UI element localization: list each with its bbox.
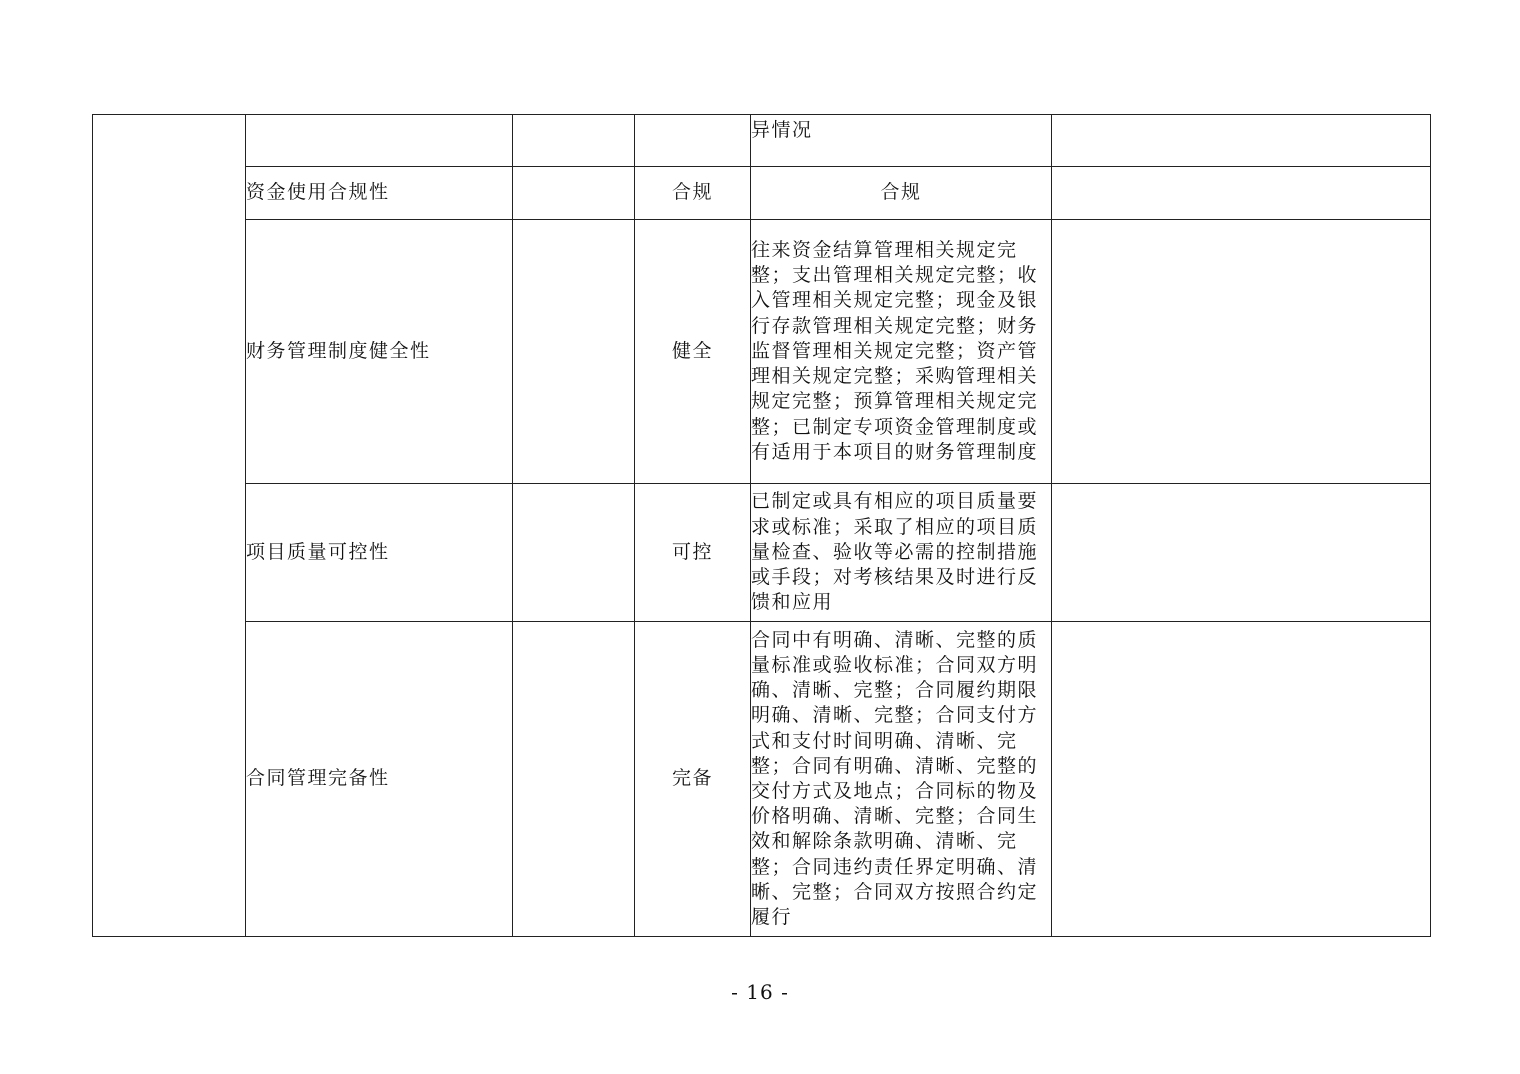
- standard-value: [635, 115, 751, 167]
- indicator-name: 资金使用合规性: [246, 167, 513, 220]
- remark-cell: [1052, 220, 1431, 484]
- remark-cell: [1052, 622, 1431, 937]
- remark-cell: [1052, 484, 1431, 622]
- table-row: [93, 220, 1431, 484]
- table-row: [93, 484, 1431, 622]
- weight-cell: [513, 220, 635, 484]
- weight-cell: [513, 115, 635, 167]
- indicator-description: 合同中有明确、清晰、完整的质量标准或验收标准；合同双方明确、清晰、完整；合同履约期限明确、清晰、完整；合同支付方式和支付时间明确、清晰、完整；合同有明确、清晰、完整的交付方式及地点；合同标的物及价格明确、清晰、完整；合同生效和解除条款明确、清晰、完整；合同违约责任界定明确、清晰、完整；合同双方按照合约定履行: [751, 622, 1052, 937]
- indicator-name: [246, 115, 513, 167]
- indicator-description: 往来资金结算管理相关规定完整；支出管理相关规定完整；收入管理相关规定完整；现金及银行存款管理相关规定完整；财务监督管理相关规定完整；资产管理相关规定完整；采购管理相关规定完整；预算管理相关规定完整；已制定专项资金管理制度或有适用于本项目的财务管理制度: [751, 220, 1052, 484]
- standard-value: 完备: [635, 622, 751, 937]
- table-row: [93, 167, 1431, 220]
- category-cell: [93, 115, 246, 937]
- page-number: - 16 -: [731, 980, 789, 1004]
- standard-value: 可控: [635, 484, 751, 622]
- remark-cell: [1052, 115, 1431, 167]
- indicator-description: 合规: [751, 167, 1052, 220]
- indicator-name: 项目质量可控性: [246, 484, 513, 622]
- indicator-description: 异情况: [751, 115, 1052, 167]
- indicator-table: [92, 114, 1431, 937]
- weight-cell: [513, 484, 635, 622]
- weight-cell: [513, 167, 635, 220]
- table-row: [93, 115, 1431, 167]
- weight-cell: [513, 622, 635, 937]
- remark-cell: [1052, 167, 1431, 220]
- standard-value: 健全: [635, 220, 751, 484]
- indicator-name: 合同管理完备性: [246, 622, 513, 937]
- table-row: [93, 622, 1431, 937]
- standard-value: 合规: [635, 167, 751, 220]
- indicator-name: 财务管理制度健全性: [246, 220, 513, 484]
- indicator-description: 已制定或具有相应的项目质量要求或标准；采取了相应的项目质量检查、验收等必需的控制措施或手段；对考核结果及时进行反馈和应用: [751, 484, 1052, 622]
